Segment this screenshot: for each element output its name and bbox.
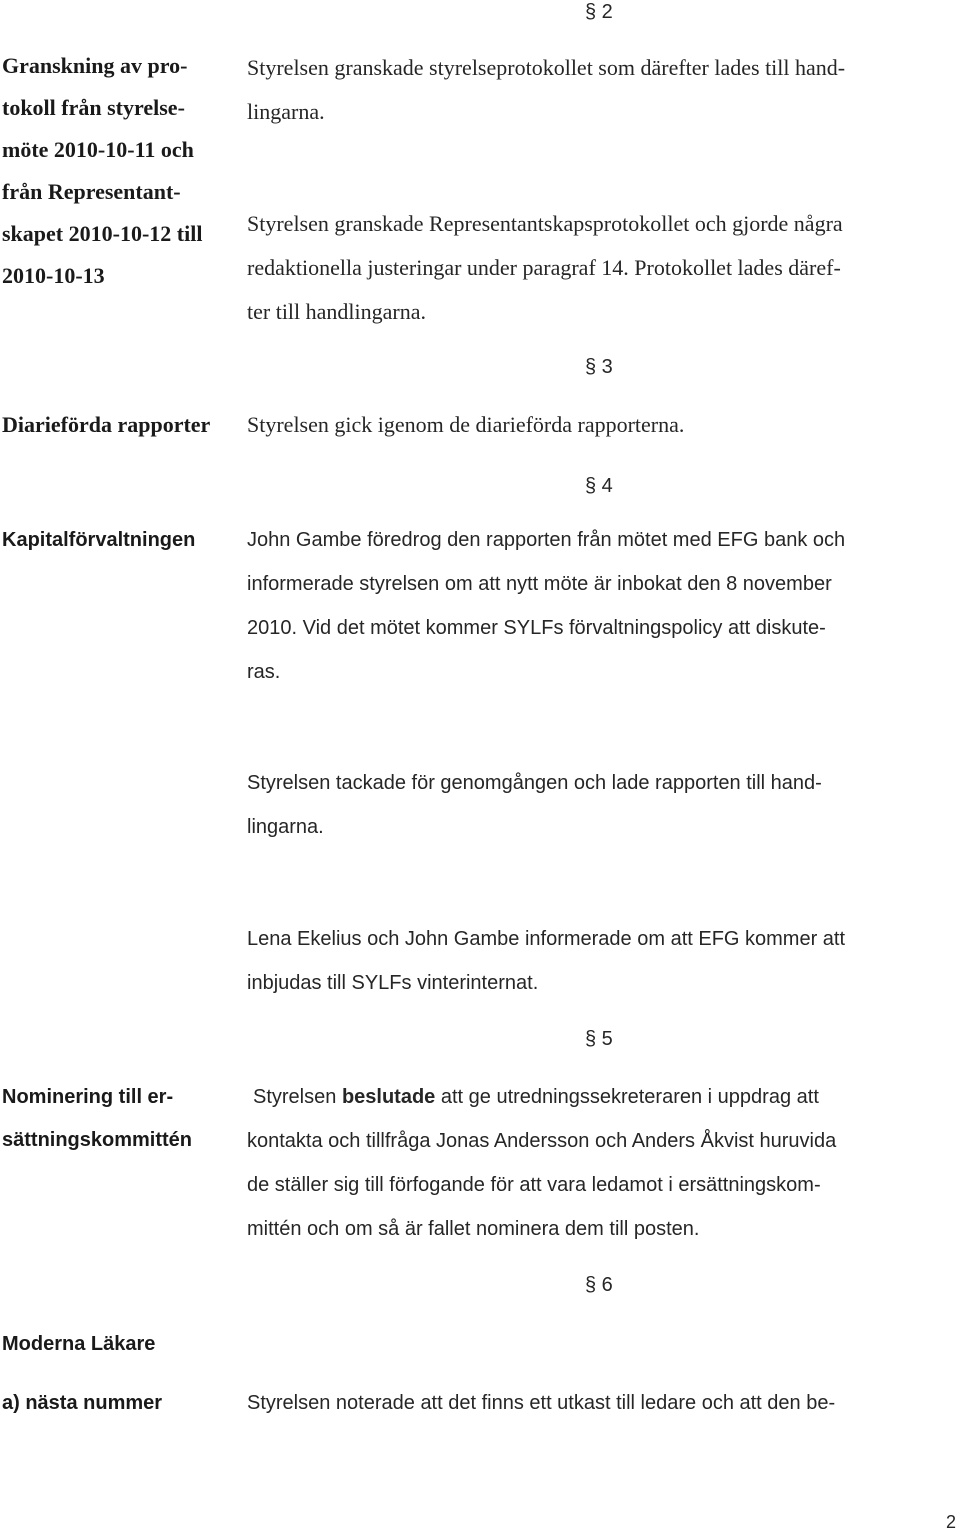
page-number: 2 (946, 1512, 957, 1532)
text-line: lingarna. (247, 99, 325, 124)
text-line: kontakta och tillfråga Jonas Andersson och Anders Åkvist huruvida (247, 1130, 837, 1152)
side-heading-moderna: Moderna Läkare (2, 1333, 156, 1355)
text-line: ras. (247, 661, 281, 683)
paragraph-protocol-board (247, 54, 845, 126)
side-heading-granskning (2, 52, 202, 290)
paragraph-reports: Styrelsen gick igenom de diarieförda rapporterna. (247, 412, 685, 437)
text-line: Styrelsen granskade styrelseprotokollet som därefter lades till hand- (247, 55, 846, 80)
text-line: lingarna. (247, 816, 324, 838)
paragraph-nomination (247, 1083, 836, 1243)
text-line: 2010. Vid det mötet kommer SYLFs förvaltningspolicy att diskute- (247, 617, 826, 639)
paragraph-efg-meeting (247, 526, 845, 686)
side-line: sättningskommittén (2, 1129, 193, 1151)
side-heading-nasta: a) nästa nummer (2, 1392, 163, 1414)
text-prefix: Styrelsen (253, 1086, 342, 1108)
text-line: de ställer sig till förfogande för att vara ledamot i ersättningskom- (247, 1174, 821, 1196)
text-line: informerade styrelsen om att nytt möte är inbokat den 8 november (247, 573, 832, 595)
side-heading-nominering (2, 1083, 192, 1154)
side-line: skapet 2010-10-12 till (2, 221, 203, 246)
text-line: Styrelsen tackade för genomgången och lade rapporten till hand- (247, 772, 822, 794)
side-heading-kapital: Kapitalförvaltningen (2, 529, 196, 551)
side-line: 2010-10-13 (2, 263, 105, 288)
text-line: redaktionella justeringar under paragraf 14. Protokollet lades däref- (247, 255, 841, 280)
section-number-2: § 2 (585, 1, 613, 23)
text-suffix: att ge utredningssekreteraren i uppdrag att (435, 1086, 819, 1108)
paragraph-thanks (247, 769, 822, 841)
side-line: Granskning av pro- (2, 53, 188, 78)
side-line: tokoll från styrelse- (2, 95, 185, 120)
paragraph-editorial: Styrelsen noterade att det finns ett utkast till ledare och att den be- (247, 1392, 836, 1414)
paragraph-protocol-representatives (247, 210, 843, 326)
decision-keyword: beslutade (341, 1086, 436, 1108)
text-line: mittén och om så är fallet nominera dem till posten. (247, 1218, 700, 1240)
section-number-5: § 5 (585, 1028, 613, 1050)
paragraph-winter-internat (247, 925, 845, 997)
side-line: möte 2010-10-11 och (2, 137, 194, 162)
text-line: inbjudas till SYLFs vinterinternat. (247, 972, 539, 994)
text-line: ter till handlingarna. (247, 299, 426, 324)
text-line: Lena Ekelius och John Gambe informerade om att EFG kommer att (247, 928, 846, 950)
section-number-6: § 6 (585, 1274, 613, 1296)
side-line: Nominering till er- (2, 1086, 174, 1108)
text-line: John Gambe föredrog den rapporten från mötet med EFG bank och (247, 529, 846, 551)
side-heading-diarieforda: Diarieförda rapporter (2, 412, 211, 437)
text-line (247, 1083, 836, 1111)
side-line: från Representant- (2, 179, 181, 204)
section-number-3: § 3 (585, 356, 613, 378)
section-number-4: § 4 (585, 475, 613, 497)
text-line: Styrelsen granskade Representantskapsprotokollet och gjorde några (247, 211, 843, 236)
